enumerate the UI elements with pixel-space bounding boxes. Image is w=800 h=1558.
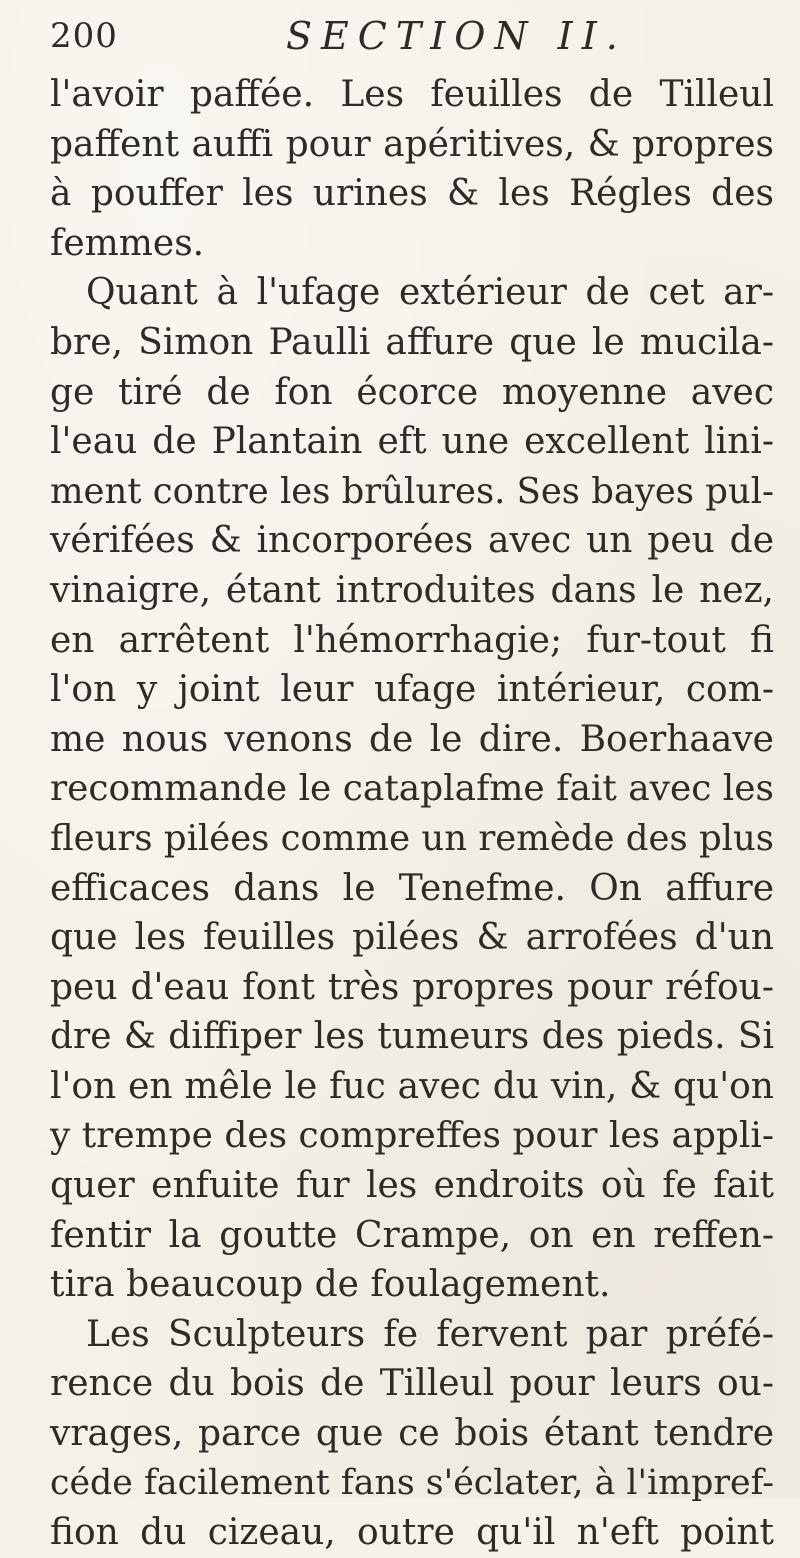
text-line: paffent auffi pour apéritives, & propres <box>50 123 774 165</box>
running-head: SECTION II. <box>286 14 627 58</box>
text-line: l'avoir paffée. Les feuilles de Tilleul <box>50 74 774 115</box>
text-line: que les feuilles pilées & arrofées d'un <box>50 917 774 959</box>
text-line: céde facilement fans s'éclater, à l'impref- <box>50 1462 774 1503</box>
text-line: peu d'eau font très propres pour réfou- <box>50 966 774 1008</box>
text-line: ment contre les brûlures. Ses bayes pul- <box>50 470 774 512</box>
text-line: fentir la goutte Crampe, on en reffen- <box>50 1214 774 1256</box>
text-line: femmes. <box>50 222 205 264</box>
text-line: fleurs pilées comme un remède des plus <box>50 817 774 859</box>
text-line: efficaces dans le Tenefme. On affure <box>50 867 774 909</box>
text-line: ge tiré de fon écorce moyenne avec <box>50 371 774 413</box>
text-line: tira beaucoup de foulagement. <box>50 1264 611 1306</box>
text-line: vinaigre, étant introduites dans le nez, <box>50 569 774 611</box>
text-line: me nous venons de le dire. Boerhaave <box>50 718 774 760</box>
page-header <box>50 6 770 68</box>
text-line: vrages, parce que ce bois étant tendre <box>50 1413 774 1455</box>
text-line: recommande le cataplafme fait avec les <box>50 768 774 810</box>
text-line: l'eau de Plantain eft une excellent lini- <box>50 421 774 463</box>
text-line: en arrêtent l'hémorrhagie; fur-tout fi <box>50 619 774 661</box>
body-text <box>50 70 774 1558</box>
text-line: Quant à l'ufage extérieur de cet ar- <box>86 272 774 314</box>
text-line: vérifées & incorporées avec un peu de <box>50 520 774 562</box>
text-line: fion du cizeau, outre qu'il n'eft point <box>50 1512 774 1554</box>
text-line: à pouffer les urines & les Régles des <box>50 173 774 215</box>
text-line: l'on y joint leur ufage intérieur, com- <box>50 669 774 711</box>
text-line: bre, Simon Paulli affure que le mucila- <box>50 321 774 363</box>
text-line: l'on en mêle le fuc avec du vin, & qu'on <box>50 1065 774 1107</box>
text-line: y trempe des compreffes pour les appli- <box>50 1115 774 1157</box>
text-line: quer enfuite fur les endroits où fe fait <box>50 1165 774 1207</box>
text-line: dre & diffiper les tumeurs des pieds. Si <box>50 1016 774 1058</box>
text-line: rence du bois de Tilleul pour leurs ou- <box>50 1363 774 1405</box>
text-line: Les Sculpteurs fe fervent par préfé- <box>86 1313 774 1355</box>
page-number: 200 <box>50 16 118 56</box>
